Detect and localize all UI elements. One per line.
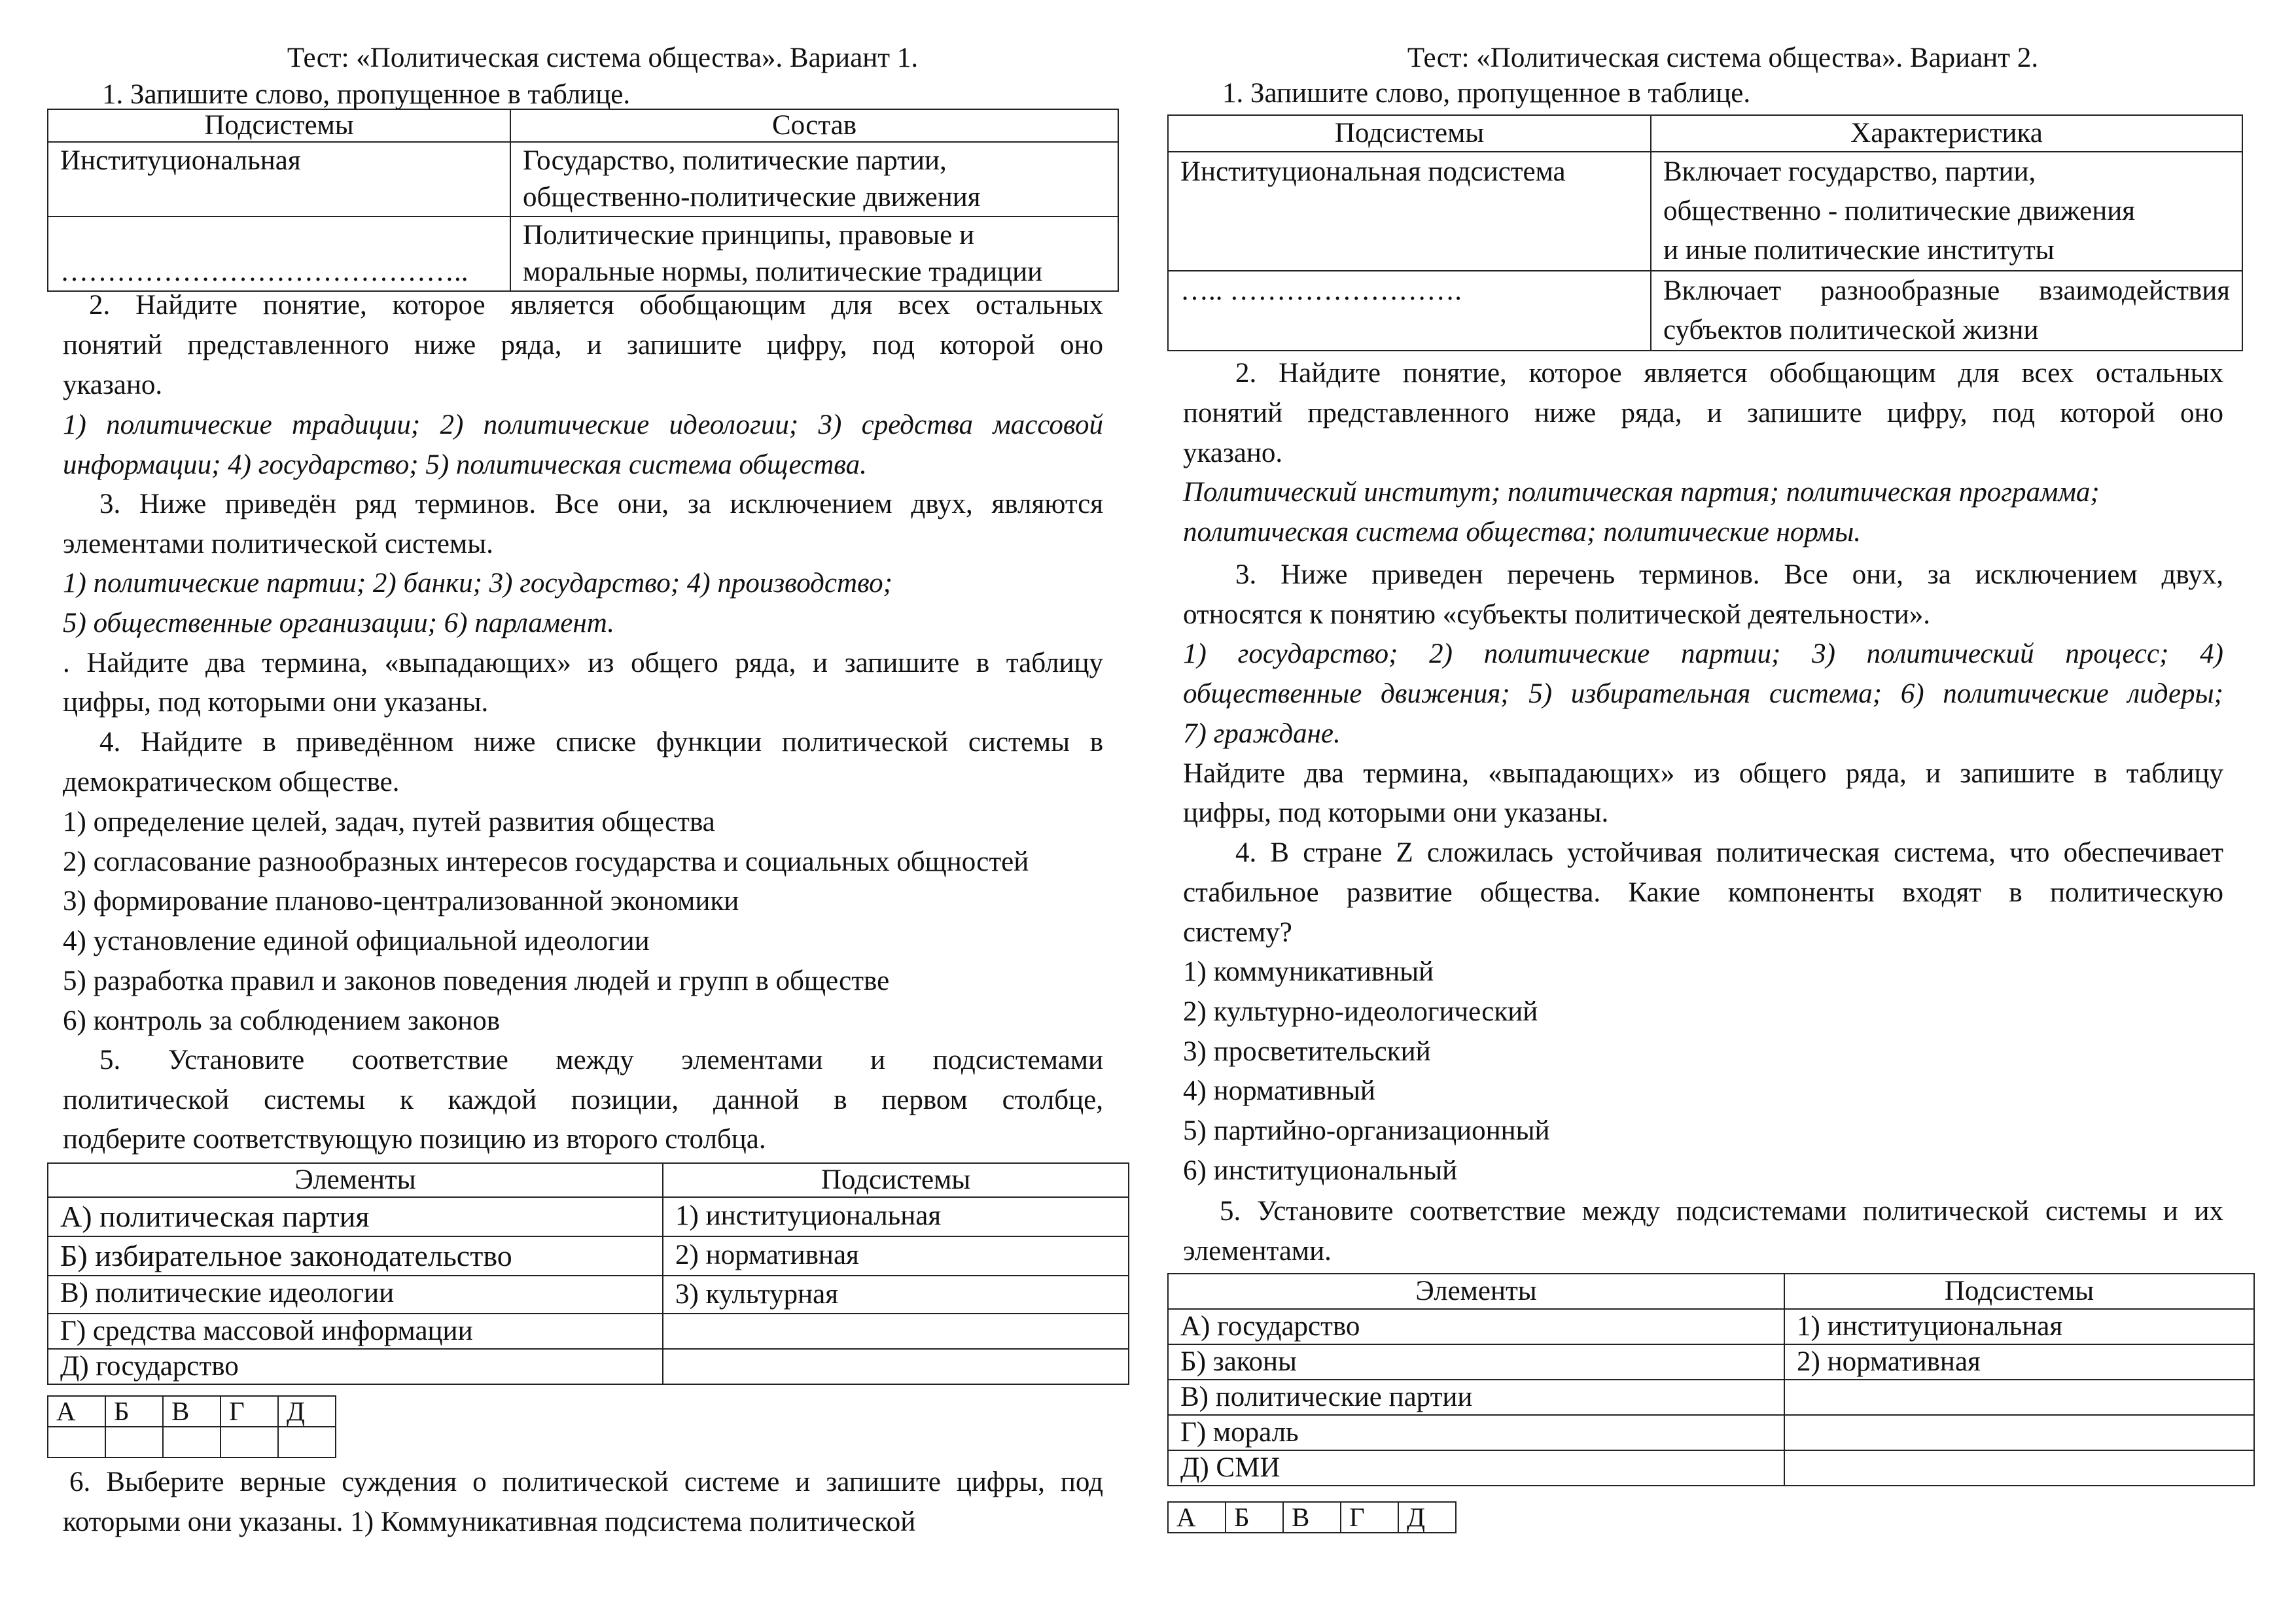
q4-line: систему? (1183, 917, 1292, 948)
answer-letter: Д (278, 1396, 336, 1427)
q2-line: указано. (1183, 438, 1283, 468)
q2-list-line: политическая система общества; политические нормы. (1183, 517, 1862, 548)
q4-line: стабильное развитие общества. Какие компоненты входят в политическую (1183, 877, 2223, 908)
answer-grid (1167, 1501, 1457, 1533)
q5-line: 5. Установите соответствие между подсистемами политической системы и их (1220, 1196, 2223, 1227)
table-cell: 3) культурная (663, 1276, 1129, 1314)
table-cell (1651, 152, 2242, 271)
q5-table (47, 1162, 1129, 1385)
table-cell: Институциональная (48, 142, 510, 217)
blank-fill: ….. ……………………. (1180, 275, 1462, 306)
q5-line: политической системы к каждой позиции, данной в первом столбце, (63, 1085, 1103, 1115)
q4-option: 6) институциональный (1183, 1155, 1458, 1186)
q3-list-line: 5) общественные организации; 6) парламент. (63, 608, 615, 638)
table-cell: А) политическая партия (48, 1197, 663, 1236)
table-cell (510, 217, 1118, 291)
table-header: Характеристика (1651, 115, 2242, 152)
variant-2-title: Тест: «Политическая система общества». Вариант 2. (1407, 43, 2039, 73)
q1-table (47, 109, 1119, 292)
table-row (1168, 1450, 2254, 1486)
q4-option: 6) контроль за соблюдением законов (63, 1005, 501, 1036)
answer-letter: В (163, 1396, 221, 1427)
answer-cell[interactable] (278, 1427, 336, 1457)
answer-grid (47, 1395, 336, 1458)
cell-line: Включает государство, партии, (1663, 156, 2036, 187)
table-cell: В) политические партии (1168, 1380, 1784, 1415)
table-header: Подсистемы (1784, 1274, 2254, 1309)
table-header: Элементы (1168, 1274, 1784, 1309)
table-cell (663, 1314, 1129, 1349)
answer-letter: А (1168, 1502, 1226, 1533)
table-header: Подсистемы (1168, 115, 1651, 152)
q6-line: которыми они указаны. 1) Коммуникативная подсистема политической (63, 1507, 916, 1537)
table-row (48, 1236, 1129, 1276)
q4-option: 4) нормативный (1183, 1075, 1375, 1106)
table-cell (663, 1349, 1129, 1384)
table-cell: 1) институциональная (1784, 1309, 2254, 1344)
q3-task-line: цифры, под которыми они указаны. (63, 687, 489, 718)
table-row (48, 142, 1118, 217)
cell-line: Политические принципы, правовые и (523, 220, 974, 251)
table-header: Подсистемы (663, 1163, 1129, 1197)
table-row (1168, 1415, 2254, 1450)
table-cell (1784, 1380, 2254, 1415)
cell-line: и иные политические институты (1663, 235, 2055, 266)
answer-cell[interactable] (48, 1427, 105, 1457)
q3-list-line: 7) граждане. (1183, 718, 1341, 749)
q5-line: элементами. (1183, 1236, 1332, 1266)
table-cell (1651, 271, 2242, 351)
answer-input-row (48, 1427, 336, 1457)
cell-line: Государство, политические партии, (523, 145, 947, 176)
answer-cell[interactable] (105, 1427, 163, 1457)
table-row (48, 217, 1118, 291)
table-row (1168, 1380, 2254, 1415)
cell-line: общественно-политические движения (523, 182, 981, 213)
q2-line: понятий представленного ниже ряда, и запишите цифру, под которой оно (1183, 398, 2223, 428)
q4-option: 4) установление единой официальной идеологии (63, 926, 650, 956)
answer-cell[interactable] (163, 1427, 221, 1457)
table-cell: Б) избирательное законодательство (48, 1236, 663, 1276)
q3-task-line: Найдите два термина, «выпадающих» из общего ряда, и запишите в таблицу (1183, 758, 2223, 789)
q4-option: 1) коммуникативный (1183, 956, 1434, 987)
table-cell: 1) институциональная (663, 1197, 1129, 1236)
blank-fill: …………………………………….. (60, 256, 468, 287)
q3-list-line: 1) политические партии; 2) банки; 3) государство; 4) производство; (63, 568, 892, 599)
variant-1-title: Тест: «Политическая система общества». Вариант 1. (287, 43, 919, 73)
q2-list-line: 1) политические традиции; 2) политические идеологии; 3) средства массовой (63, 410, 1103, 440)
table-cell: Д) государство (48, 1349, 663, 1384)
cell-line: моральные нормы, политические традиции (523, 256, 1043, 287)
table-cell: А) государство (1168, 1309, 1784, 1344)
table-cell (510, 142, 1118, 217)
table-header: Элементы (48, 1163, 663, 1197)
q5-table (1167, 1273, 2255, 1486)
q3-line: 3. Ниже приведен перечень терминов. Все они, за исключением двух, (1235, 559, 2223, 590)
q4-option: 3) формирование планово-централизованной экономики (63, 886, 739, 916)
table-row (1168, 1309, 2254, 1344)
q3-task-line: цифры, под которыми они указаны. (1183, 797, 1609, 828)
table-header: Состав (510, 109, 1118, 142)
q1-table (1167, 114, 2243, 351)
q4-option: 5) партийно-организационный (1183, 1115, 1550, 1146)
cell-line: субъектов политической жизни (1663, 315, 2039, 345)
table-row (1168, 152, 2242, 271)
table-cell: Институциональная подсистема (1168, 152, 1651, 271)
table-row (48, 1349, 1129, 1384)
table-cell: 2) нормативная (663, 1236, 1129, 1276)
table-cell: 2) нормативная (1784, 1344, 2254, 1380)
q2-line: 2. Найдите понятие, которое является обобщающим для всех остальных (1235, 358, 2223, 389)
table-row (1168, 1344, 2254, 1380)
table-row (48, 1276, 1129, 1314)
table-cell: Д) СМИ (1168, 1450, 1784, 1486)
q3-list-line: общественные движения; 5) избирательная система; 6) политические лидеры; (1183, 678, 2223, 709)
cell-line: общественно - политические движения (1663, 196, 2136, 226)
table-cell: В) политические идеологии (48, 1276, 663, 1314)
table-row (1168, 271, 2242, 351)
q2-list-line: информации; 4) государство; 5) политическая система общества. (63, 449, 867, 480)
q1-text: 1. Запишите слово, пропущенное в таблице. (102, 79, 631, 110)
q4-line: 4. Найдите в приведённом ниже списке функции политической системы в (99, 727, 1103, 758)
q3-task-line: . Найдите два термина, «выпадающих» из общего ряда, и запишите в таблицу (63, 648, 1103, 678)
q1-text: 1. Запишите слово, пропущенное в таблице. (1222, 78, 1751, 109)
table-row (48, 1197, 1129, 1236)
q4-option: 3) просветительский (1183, 1036, 1431, 1067)
answer-letter: В (1283, 1502, 1341, 1533)
q4-line: демократическом обществе. (63, 767, 400, 797)
q4-option: 2) согласование разнообразных интересов государства и социальных общностей (63, 846, 1029, 877)
answer-letter: А (48, 1396, 105, 1427)
table-cell: Г) средства массовой информации (48, 1314, 663, 1349)
blank-cell (48, 217, 510, 291)
answer-letter: Б (105, 1396, 163, 1427)
table-header: Подсистемы (48, 109, 510, 142)
answer-letter: Б (1226, 1502, 1283, 1533)
q3-list-line: 1) государство; 2) политические партии; 3) политический процесс; 4) (1183, 638, 2223, 669)
answer-letter: Г (221, 1396, 278, 1427)
answer-letter: Д (1398, 1502, 1456, 1533)
q2-line: понятий представленного ниже ряда, и запишите цифру, под которой оно (63, 330, 1103, 360)
q4-line: 4. В стране Z сложилась устойчивая политическая система, что обеспечивает (1235, 837, 2223, 868)
table-cell: Б) законы (1168, 1344, 1784, 1380)
q2-line: 2. Найдите понятие, которое является обобщающим для всех остальных (89, 290, 1103, 321)
q2-list-line: Политический институт; политическая партия; политическая программа; (1183, 477, 2100, 508)
table-row (48, 1314, 1129, 1349)
q4-option: 2) культурно-идеологический (1183, 996, 1538, 1027)
q6-line: 6. Выберите верные суждения о политической системе и запишите цифры, под (69, 1467, 1103, 1497)
cell-line: Включает разнообразные взаимодействия (1663, 275, 2230, 306)
q3-line: элементами политической системы. (63, 529, 493, 559)
table-cell (1784, 1450, 2254, 1486)
q3-line: 3. Ниже приведён ряд терминов. Все они, за исключением двух, являются (99, 489, 1103, 519)
table-cell: Г) мораль (1168, 1415, 1784, 1450)
q4-option: 5) разработка правил и законов поведения людей и групп в обществе (63, 966, 890, 996)
q3-line: относятся к понятию «субъекты политической деятельности». (1183, 599, 1931, 630)
q5-line: подберите соответствующую позицию из второго столбца. (63, 1124, 766, 1155)
answer-letter: Г (1341, 1502, 1398, 1533)
table-cell (1784, 1415, 2254, 1450)
blank-cell (1168, 271, 1651, 351)
q2-line: указано. (63, 370, 163, 400)
answer-cell[interactable] (221, 1427, 278, 1457)
q5-line: 5. Установите соответствие между элементами и подсистемами (99, 1045, 1103, 1075)
q4-option: 1) определение целей, задач, путей развития общества (63, 807, 715, 837)
